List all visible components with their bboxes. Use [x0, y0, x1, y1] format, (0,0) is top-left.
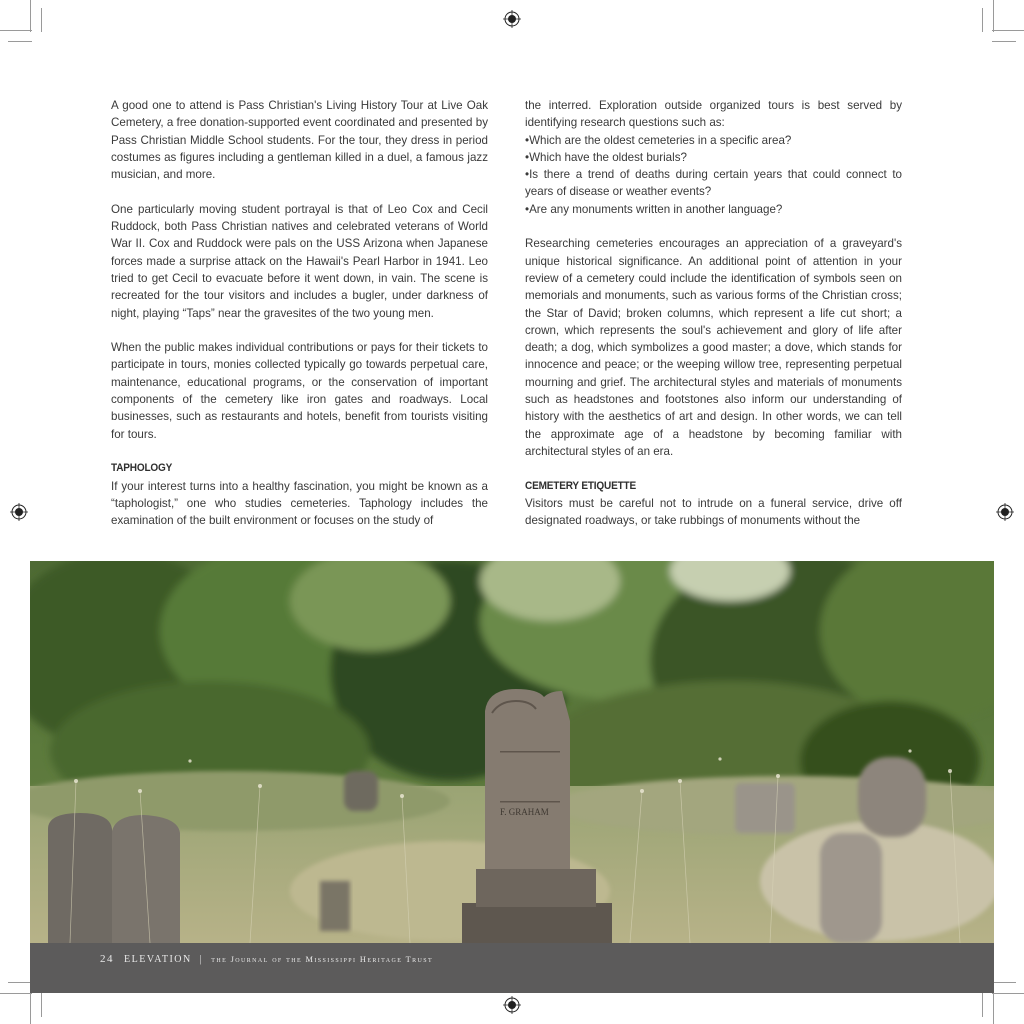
- footer-text: [100, 953, 433, 965]
- paragraph: A good one to attend is Pass Christian's Living History Tour at Live Oak Cemetery, a free donation-supported event coordinated and presented by Pass Christian Middle School students. For the tour, they dress in period costumes as figures including a gentleman killed in a duel, a famous jazz musician, and more.: [111, 99, 488, 182]
- left-text-column: [111, 97, 488, 529]
- paragraph: Researching cemeteries encourages an appreciation of a graveyard's unique historical significance. An additional point of attention in your review of a cemetery could include the identification of symbols seen on memorials and monuments, such as various forms of the Christian cross; the Star of David; broken columns, which represent a life cut short; a crown, which represents the soul's achievement and glory of life after death; a dog, which symbolizes a good master; a dove, which stands for innocence and peace; or the weeping willow tree, representing perpetual mourning and grief. The architectural styles and materials of monuments such as headstones and footstones also inform our understanding of history with the aesthetics of art and design. In other words, we can tell the approximate age of a headstone by becoming familiar with architectural styles of an era.: [525, 237, 902, 458]
- list-item: • Which are the oldest cemeteries in a specific area?: [525, 132, 902, 149]
- crop-mark: [982, 8, 983, 32]
- crop-mark: [41, 8, 42, 32]
- crop-mark: [30, 993, 31, 1024]
- crop-mark: [992, 993, 1024, 994]
- paragraph: Visitors must be careful not to intrude on a funeral service, drive off designated roadways, or take rubbings of monuments without the: [525, 496, 902, 528]
- registration-mark-icon: [10, 503, 28, 521]
- page-number: 24: [100, 953, 114, 965]
- crop-mark: [41, 993, 42, 1017]
- journal-subtitle: the Journal of the Mississippi Heritage Trust: [211, 955, 434, 964]
- paragraph: When the public makes individual contributions or pays for their tickets to participate in tours, monies collected typically go towards perpetual care, maintenance, educational programs, or the conservation of important components of the cemetery like iron gates and roadways. Local businesses, such as restaurants and hotels, benefit from tourists visiting for tours.: [111, 341, 488, 441]
- section-heading-cemetery-etiquette: CEMETERY ETIQUETTE: [525, 479, 637, 492]
- crop-mark: [0, 993, 32, 994]
- footer-separator: |: [199, 954, 204, 965]
- crop-mark: [30, 0, 31, 32]
- registration-mark-icon: [503, 996, 521, 1014]
- registration-mark-icon: [503, 10, 521, 28]
- list-item: • Is there a trend of deaths during certain years that could connect to years of disease or weather events?: [525, 166, 902, 201]
- crop-mark: [0, 30, 32, 31]
- crop-mark: [8, 41, 32, 42]
- paragraph: If your interest turns into a healthy fascination, you might be known as a “taphologist,” one who studies cemeteries. Taphology includes the examination of the built environment or focuses on the study of: [111, 479, 488, 528]
- paragraph: the interred. Exploration outside organized tours is best served by identifying research questions such as:: [525, 99, 902, 130]
- crop-mark: [993, 0, 994, 32]
- registration-mark-icon: [996, 503, 1014, 521]
- crop-mark: [982, 993, 983, 1017]
- crop-mark: [992, 41, 1016, 42]
- list-item: • Which have the oldest burials?: [525, 149, 902, 166]
- research-questions-list: [525, 132, 902, 218]
- cemetery-illustration: [30, 561, 994, 943]
- journal-name: ELEVATION: [124, 954, 192, 965]
- right-text-column: [525, 97, 902, 529]
- crop-mark: [8, 982, 32, 983]
- paragraph: One particularly moving student portrayal is that of Leo Cox and Cecil Ruddock, both Pass Christian natives and celebrated veterans of World War II. Cox and Ruddock were pals on the USS Arizona when Japanese forces made a surprise attack on the Hawaii's Pearl Harbor in 1941. Leo tried to get Cecil to evacuate before it went down, in vain. The scene is recreated for the tour visitors and includes a bugler, under darkness of night, playing “Taps” near the gravesites of the two young men.: [111, 202, 488, 320]
- headstone-inscription: F. GRAHAM: [500, 807, 549, 817]
- section-heading-taphology: TAPHOLOGY: [111, 462, 173, 475]
- cemetery-photo: [30, 561, 994, 943]
- crop-mark: [992, 982, 1016, 983]
- list-item: • Are any monuments written in another language?: [525, 201, 902, 218]
- crop-mark: [993, 993, 994, 1024]
- crop-mark: [992, 30, 1024, 31]
- footer-bar: [30, 943, 994, 993]
